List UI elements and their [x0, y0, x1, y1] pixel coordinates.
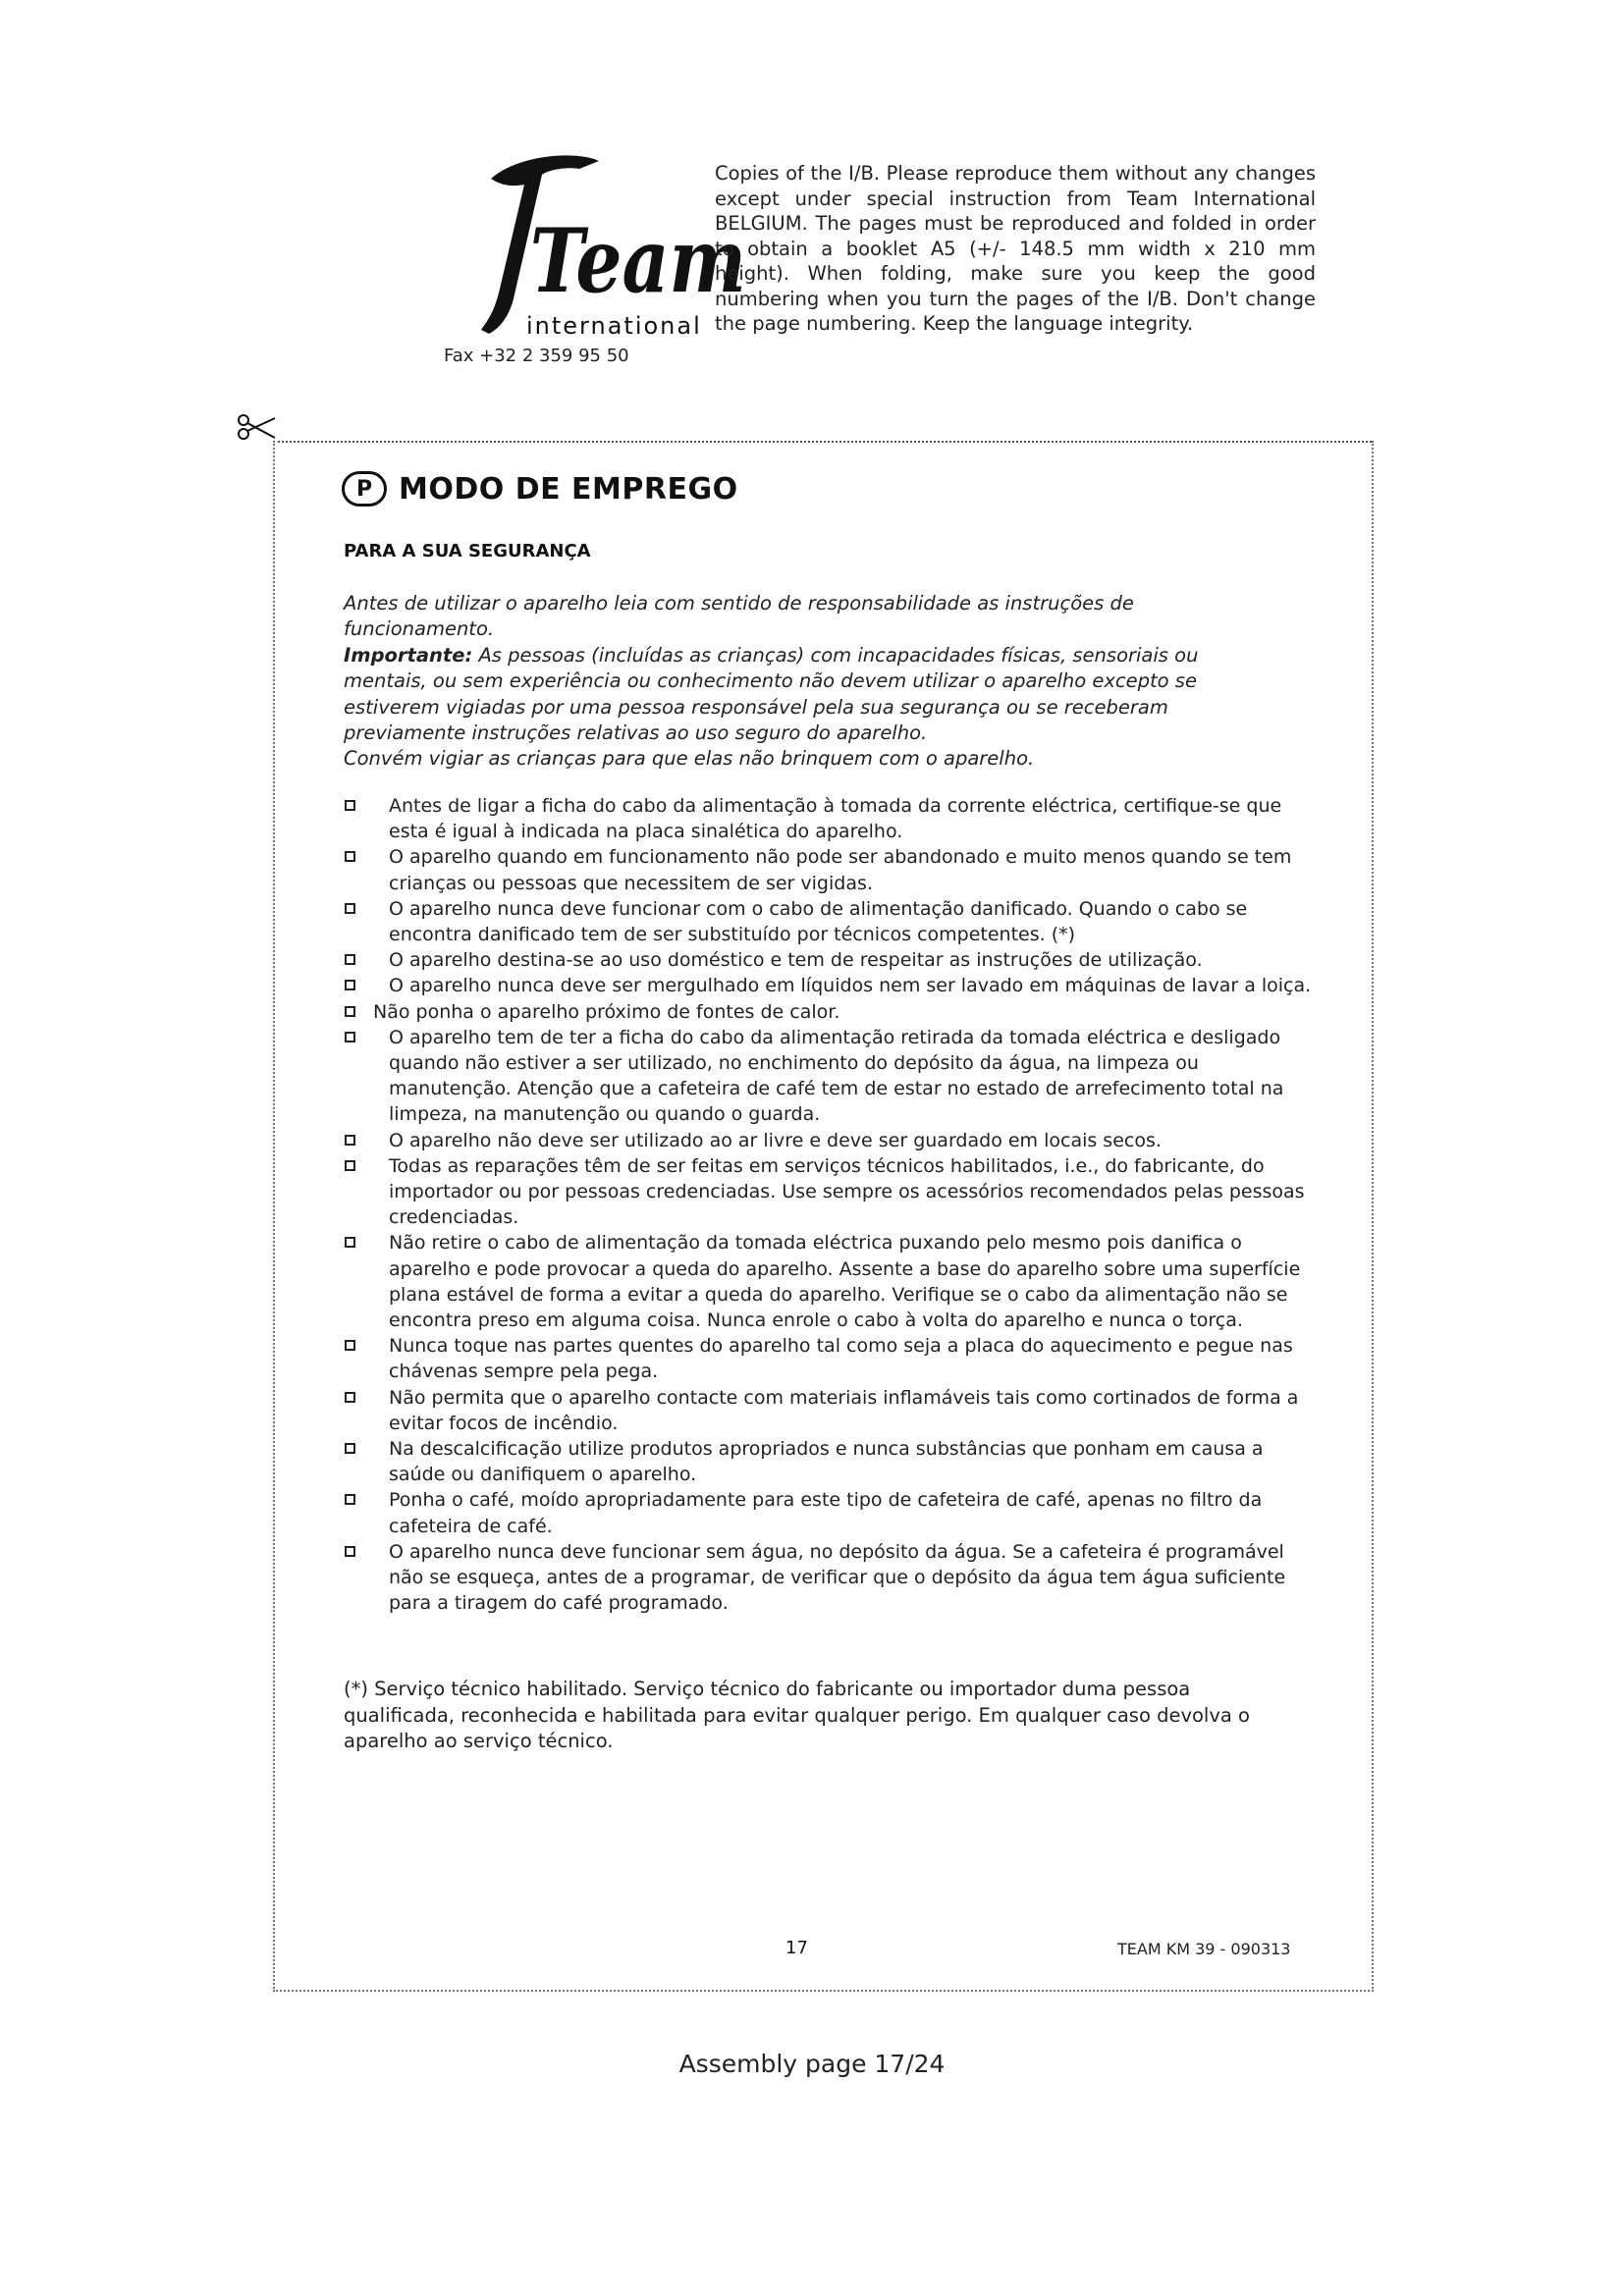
list-item-text: Não ponha o aparelho próximo de fontes de calor.	[373, 1000, 840, 1023]
list-item-text: Antes de ligar a ficha do cabo da alimentação à tomada da corrente eléctrica, certifique-se que esta é igual à indicada na placa sinalética do aparelho.	[389, 795, 1282, 843]
checkbox-bullet-icon	[345, 1160, 355, 1171]
scissors-icon	[236, 412, 277, 442]
list-item	[344, 1333, 1316, 1384]
safety-warnings	[344, 591, 1286, 773]
checkbox-bullet-icon	[345, 980, 355, 990]
page-heading	[342, 471, 738, 507]
important-label: Importante:	[344, 643, 473, 667]
team-international-logo	[432, 147, 746, 344]
checkbox-bullet-icon	[345, 1032, 355, 1042]
list-item-text: Nunca toque nas partes quentes do aparelho tal como seja a placa do aquecimento e pegue nas chávenas sempre pela pega.	[389, 1335, 1293, 1383]
checkbox-bullet-icon	[345, 1443, 355, 1454]
language-badge: P	[342, 471, 387, 507]
logo-subtext: international	[526, 312, 702, 340]
list-item-text: O aparelho nunca deve funcionar com o cabo de alimentação danificado. Quando o cabo se encontra danificado tem de ser substituído por técnicos competentes. (*)	[389, 897, 1248, 946]
important-text: As pessoas (incluídas as crianças) com incapacidades físicas, sensoriais ou mentais, ou sem experiência ou conhecimento não devem utilizar o aparelho excepto se estiverem vigiadas por uma pessoa responsável pela sua segurança ou se receberam previamente instruções relativas ao uso seguro do aparelho.	[344, 643, 1199, 745]
service-footnote: (*) Serviço técnico habilitado. Serviço técnico do fabricante ou importador duma pessoa qualificada, reconhecida e habilitada para evitar qualquer perigo. Em qualquer caso devolva o aparelho ao serviço técnico.	[344, 1678, 1250, 1752]
warning-intro: Antes de utilizar o aparelho leia com sentido de responsabilidade as instruções de funcionamento.	[344, 592, 1134, 641]
checkbox-bullet-icon	[345, 1392, 355, 1403]
list-item-text: O aparelho destina-se ao uso doméstico e tem de respeitar as instruções de utilização.	[389, 949, 1203, 972]
page-title: MODO DE EMPREGO	[399, 471, 738, 507]
list-item	[344, 947, 1316, 973]
reproduction-instructions: Copies of the I/B. Please reproduce them without any changes except under special instruction from Team International BELGIUM. The pages must be reproduced and folded in order to obtain a booklet A5 (+/- 148.5 mm width x 210 mm height). When folding, make sure you keep the good numbering when you turn the pages of the I/B. Don't change the page numbering. Keep the language integrity.	[715, 162, 1316, 335]
list-item-text: Na descalcificação utilize produtos apropriados e nunca substâncias que ponham em causa a saúde ou danifiquem o aparelho.	[389, 1438, 1264, 1486]
list-item	[344, 1230, 1316, 1333]
list-item-text: Ponha o café, moído apropriadamente para este tipo de cafeteira de café, apenas no filtro da cafeteira de café.	[389, 1489, 1263, 1537]
list-item	[344, 1153, 1316, 1231]
list-item	[344, 999, 1316, 1025]
team-logo-graphic	[432, 147, 746, 344]
checkbox-bullet-icon	[345, 800, 355, 811]
list-item	[344, 1025, 1316, 1128]
logo-word: Team	[529, 210, 746, 314]
checkbox-bullet-icon	[345, 851, 355, 862]
list-item	[344, 844, 1316, 895]
checkbox-bullet-icon	[345, 903, 355, 914]
section-title: PARA A SUA SEGURANÇA	[344, 541, 591, 561]
list-item-text: Não retire o cabo de alimentação da tomada eléctrica puxando pelo mesmo pois danifica o aparelho e pode provocar a queda do aparelho. Assente a base do aparelho sobre uma superfície plana estável de forma a evitar a queda do aparelho. Verifique se o cabo da alimentação não se encontra preso em alguma coisa. Nunca enrole o cabo à volta do aparelho e nunca o torça.	[389, 1232, 1301, 1332]
important-paragraph	[344, 643, 1286, 747]
page-number: 17	[785, 1938, 808, 1958]
checkbox-bullet-icon	[345, 1237, 355, 1248]
list-item	[344, 1487, 1316, 1538]
list-item-text: O aparelho quando em funcionamento não pode ser abandonado e muito menos quando se tem crianças ou pessoas que necessitem de ser vigidas.	[389, 846, 1292, 894]
list-item-text: O aparelho nunca deve funcionar sem água, no depósito da água. Se a cafeteira é programável não se esqueça, antes de a programar, de verificar que o depósito da água tem água suficiente para a tiragem do café programado.	[389, 1540, 1286, 1615]
assembly-page-label: Assembly page 17/24	[678, 2050, 946, 2078]
checkbox-bullet-icon	[345, 954, 355, 965]
list-item	[344, 793, 1316, 844]
children-note: Convém vigiar as crianças para que elas não brinquem com o aparelho.	[344, 747, 1035, 771]
list-item-text: O aparelho nunca deve ser mergulhado em líquidos nem ser lavado em máquinas de lavar a loiça.	[389, 975, 1312, 997]
list-item-text: Não permita que o aparelho contacte com materiais inflamáveis tais como cortinados de forma a evitar focos de incêndio.	[389, 1386, 1299, 1434]
fax-number: Fax +32 2 359 95 50	[444, 346, 629, 366]
checkbox-bullet-icon	[345, 1546, 355, 1557]
list-item-text: O aparelho tem de ter a ficha do cabo da alimentação retirada da tomada eléctrica e desligado quando não estiver a ser utilizado, no enchimento do depósito da água, na limpeza ou manutenção. Atenção que a cafeteira de café tem de estar no estado de arrefecimento total na limpeza, na manutenção ou quando o guarda.	[389, 1026, 1284, 1126]
checkbox-bullet-icon	[345, 1006, 355, 1017]
list-item	[344, 1539, 1316, 1617]
checkbox-bullet-icon	[345, 1135, 355, 1146]
list-item-text: Todas as reparações têm de ser feitas em serviços técnicos habilitados, i.e., do fabricante, do importador ou por pessoas credenciadas. Use sempre os acessórios recomendados pelas pessoas credenciadas.	[389, 1154, 1305, 1229]
model-code: TEAM KM 39 - 090313	[1117, 1940, 1291, 1958]
list-item	[344, 973, 1316, 998]
list-item	[344, 1436, 1316, 1487]
list-item	[344, 1128, 1316, 1153]
safety-list	[344, 793, 1316, 1617]
list-item	[344, 1385, 1316, 1436]
checkbox-bullet-icon	[345, 1494, 355, 1505]
list-item	[344, 896, 1316, 947]
list-item-text: O aparelho não deve ser utilizado ao ar livre e deve ser guardado em locais secos.	[389, 1129, 1162, 1151]
checkbox-bullet-icon	[345, 1340, 355, 1351]
